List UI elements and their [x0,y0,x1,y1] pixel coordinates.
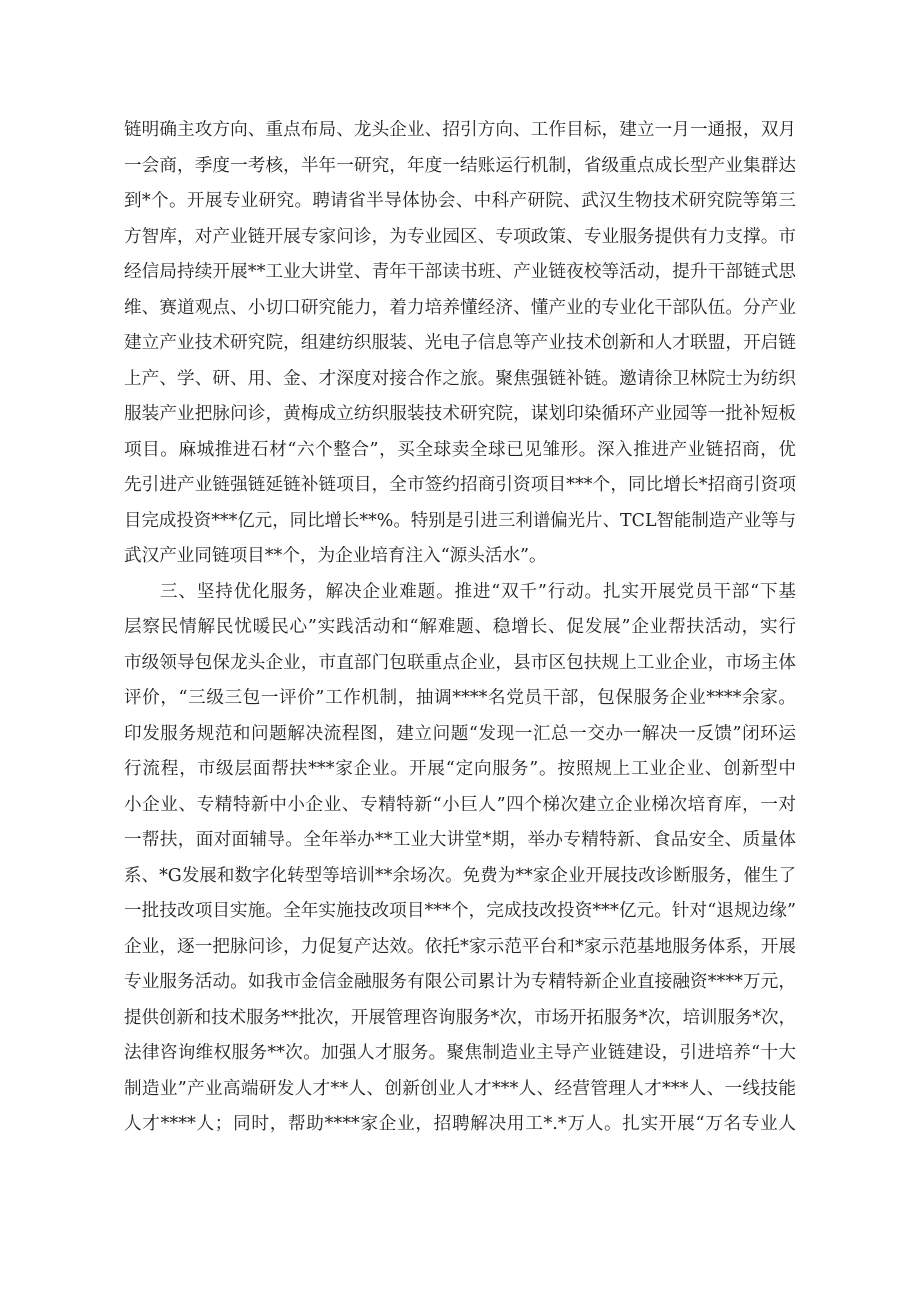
text-line: 链明确主攻方向、重点布局、龙头企业、招引方向、工作目标，建立一月一通报，双月 [124,120,796,140]
body-text [124,113,796,1143]
text-line: 服装产业把脉问诊，黄梅成立纺织服装技术研究院，谋划印染循环产业园等一批补短板 [124,404,796,424]
text-line: 法律咨询维权服务**次。加强人才服务。聚焦制造业主导产业链建设，引进培养“十大 [124,1043,796,1063]
text-line: 层察民情解民忧暖民心”实践活动和“解难题、稳增长、促发展”企业帮扶活动，实行 [124,617,796,637]
text-line: 先引进产业链强链延链补链项目，全市签约招商引资项目***个，同比增长*招商引资项 [124,475,796,495]
text-line: 武汉产业同链项目**个，为企业培育注入“源头活水”。 [124,546,547,566]
text-line: 提供创新和技术服务**批次，开展管理咨询服务*次，市场开拓服务*次，培训服务*次， [124,1007,796,1028]
section-heading-line: 三、坚持优化服务，解决企业难题。推进“双千”行动。扎实开展党员干部“下基 [160,581,796,602]
text-line: 小企业、专精特新中小企业、专精特新“小巨人”四个梯次建立企业梯次培育库，一对 [124,794,796,815]
text-line: 人才****人；同时，帮助****家企业，招聘解决用工*.*万人。扎实开展“万名专业人 [124,1114,796,1134]
text-line: 制造业”产业高端研发人才**人、创新创业人才***人、经营管理人才***人、一线技能 [124,1078,796,1099]
text-line: 一会商，季度一考核，半年一研究，年度一结账运行机制，省级重点成长型产业集群达 [124,155,796,176]
text-line: 到*个。开展专业研究。聘请省半导体协会、中科产研院、武汉生物技术研究院等第三 [124,191,796,211]
text-line: 一帮扶，面对面辅导。全年举办**工业大讲堂*期，举办专精特新、食品安全、质量体 [124,830,796,850]
text-line: 系、*G发展和数字化转型等培训**余场次。免费为**家企业开展技改诊断服务，催生了 [124,865,796,886]
text-line: 建立产业技术研究院，组建纺织服装、光电子信息等产业技术创新和人才联盟，开启链 [124,333,796,353]
text-line: 印发服务规范和问题解决流程图，建立问题“发现一汇总一交办一解决一反馈”闭环运 [124,723,796,744]
text-line: 市级领导包保龙头企业，市直部门包联重点企业，县市区包扶规上工业企业，市场主体 [124,652,796,673]
text-line: 项目。麻城推进石材“六个整合”，买全球卖全球已见雏形。深入推进产业链招商，优 [124,439,796,460]
text-line: 专业服务活动。如我市金信金融服务有限公司累计为专精特新企业直接融资****万元， [124,972,796,992]
text-line: 目完成投资***亿元，同比增长**%。特别是引进三利谱偏光片、TCL智能制造产业等与 [124,510,796,531]
text-line: 行流程，市级层面帮扶***家企业。开展“定向服务”。按照规上工业企业、创新型中 [124,759,796,779]
text-line: 评价，“三级三包一评价”工作机制，抽调****名党员干部，包保服务企业****余家。 [124,688,796,708]
text-line: 经信局持续开展**工业大讲堂、青年干部读书班、产业链夜校等活动，提升干部链式思 [124,262,796,282]
text-line: 一批技改项目实施。全年实施技改项目***个，完成技改投资***亿元。针对“退规边缘” [124,901,796,921]
text-line: 维、赛道观点、小切口研究能力，着力培养懂经济、懂产业的专业化干部队伍。分产业 [124,297,796,318]
text-line: 企业，逐一把脉问诊，力促复产达效。依托*家示范平台和*家示范基地服务体系，开展 [124,936,796,957]
text-line: 上产、学、研、用、金、才深度对接合作之旅。聚焦强链补链。邀请徐卫林院士为纺织 [124,368,796,389]
text-line: 方智库，对产业链开展专家问诊，为专业园区、专项政策、专业服务提供有力支撑。市 [124,226,796,247]
